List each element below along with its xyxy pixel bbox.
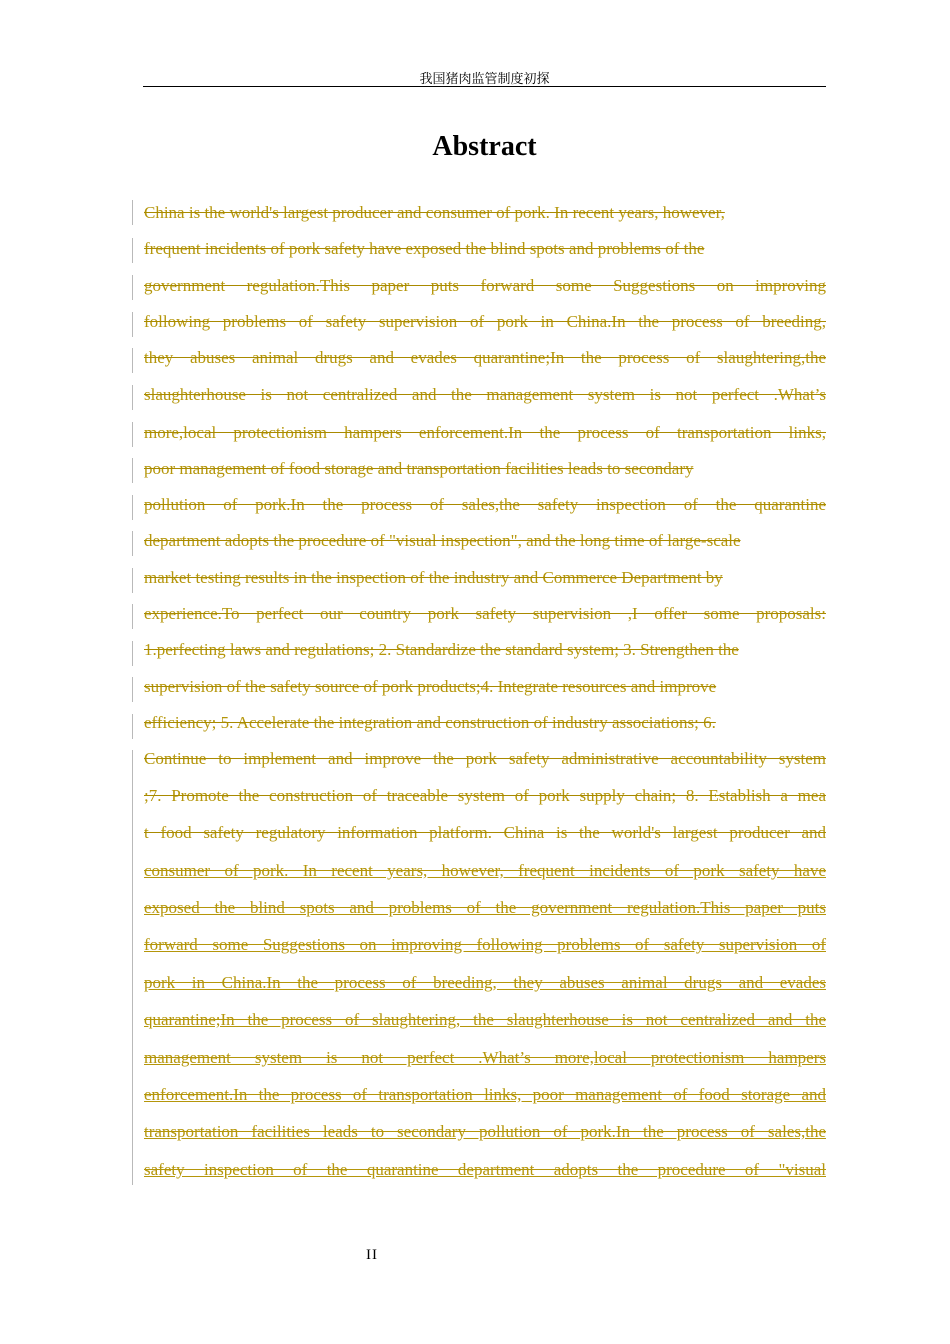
abstract-line: slaughterhouse is not centralized and the management system is not perfect .What’s [144, 385, 826, 404]
abstract-line: experience.To perfect our country pork safety supervision ,I offer some proposals: [144, 604, 826, 623]
abstract-line: 1.perfecting laws and regulations; 2. Standardize the standard system; 3. Strengthen the [144, 640, 739, 659]
abstract-line: more,local protectionism hampers enforcement.In the process of transportation links, [144, 423, 826, 442]
abstract-line: ;7. Promote the construction of traceable system of pork supply chain; 8. Establish a mea [144, 786, 826, 805]
abstract-line: they abuses animal drugs and evades quarantine;In the process of slaughtering,the [144, 348, 826, 367]
abstract-line: efficiency; 5. Accelerate the integration and construction of industry associations; 6. [144, 713, 716, 732]
abstract-line: exposed the blind spots and problems of the government regulation.This paper puts [144, 898, 826, 917]
page-number: II [366, 1247, 378, 1263]
abstract-line: transportation facilities leads to secondary pollution of pork.In the process of sales,the [144, 1122, 826, 1141]
abstract-line: supervision of the safety source of pork products;4. Integrate resources and improve [144, 677, 717, 696]
abstract-line: department adopts the procedure of "visual inspection", and the long time of large-scale [144, 531, 741, 550]
abstract-line: consumer of pork. In recent years, however, frequent incidents of pork safety have [144, 861, 826, 880]
abstract-line: government regulation.This paper puts forward some Suggestions on improving [144, 276, 826, 295]
abstract-line: China is the world's largest producer and consumer of pork. In recent years, however, [144, 203, 725, 222]
abstract-line: quarantine;In the process of slaughtering, the slaughterhouse is not centralized and the [144, 1010, 826, 1029]
abstract-line: management system is not perfect .What’s more,local protectionism hampers [144, 1048, 826, 1067]
abstract-line: forward some Suggestions on improving following problems of safety supervision of [144, 935, 826, 954]
revision-change-bars [132, 200, 134, 1185]
header-rule [143, 86, 826, 87]
abstract-line: enforcement.In the process of transportation links, poor management of food storage and [144, 1085, 826, 1104]
abstract-line: Continue to implement and improve the pork safety administrative accountability system [144, 749, 826, 768]
abstract-line: safety inspection of the quarantine department adopts the procedure of "visual [144, 1160, 826, 1179]
abstract-line: t food safety regulatory information platform. China is the world's largest producer and [144, 823, 826, 842]
abstract-line: frequent incidents of pork safety have exposed the blind spots and problems of the [144, 239, 705, 258]
abstract-line: market testing results in the inspection of the industry and Commerce Department by [144, 568, 723, 587]
running-header-title: 我国猪肉监管制度初探 [419, 72, 550, 87]
abstract-line: poor management of food storage and transportation facilities leads to secondary [144, 459, 694, 478]
abstract-line: pork in China.In the process of breeding, they abuses animal drugs and evades [144, 973, 826, 992]
abstract-line: following problems of safety supervision of pork in China.In the process of breeding, [144, 312, 826, 331]
abstract-heading: Abstract [432, 131, 537, 162]
abstract-line: pollution of pork.In the process of sales,the safety inspection of the quarantine [144, 495, 826, 514]
